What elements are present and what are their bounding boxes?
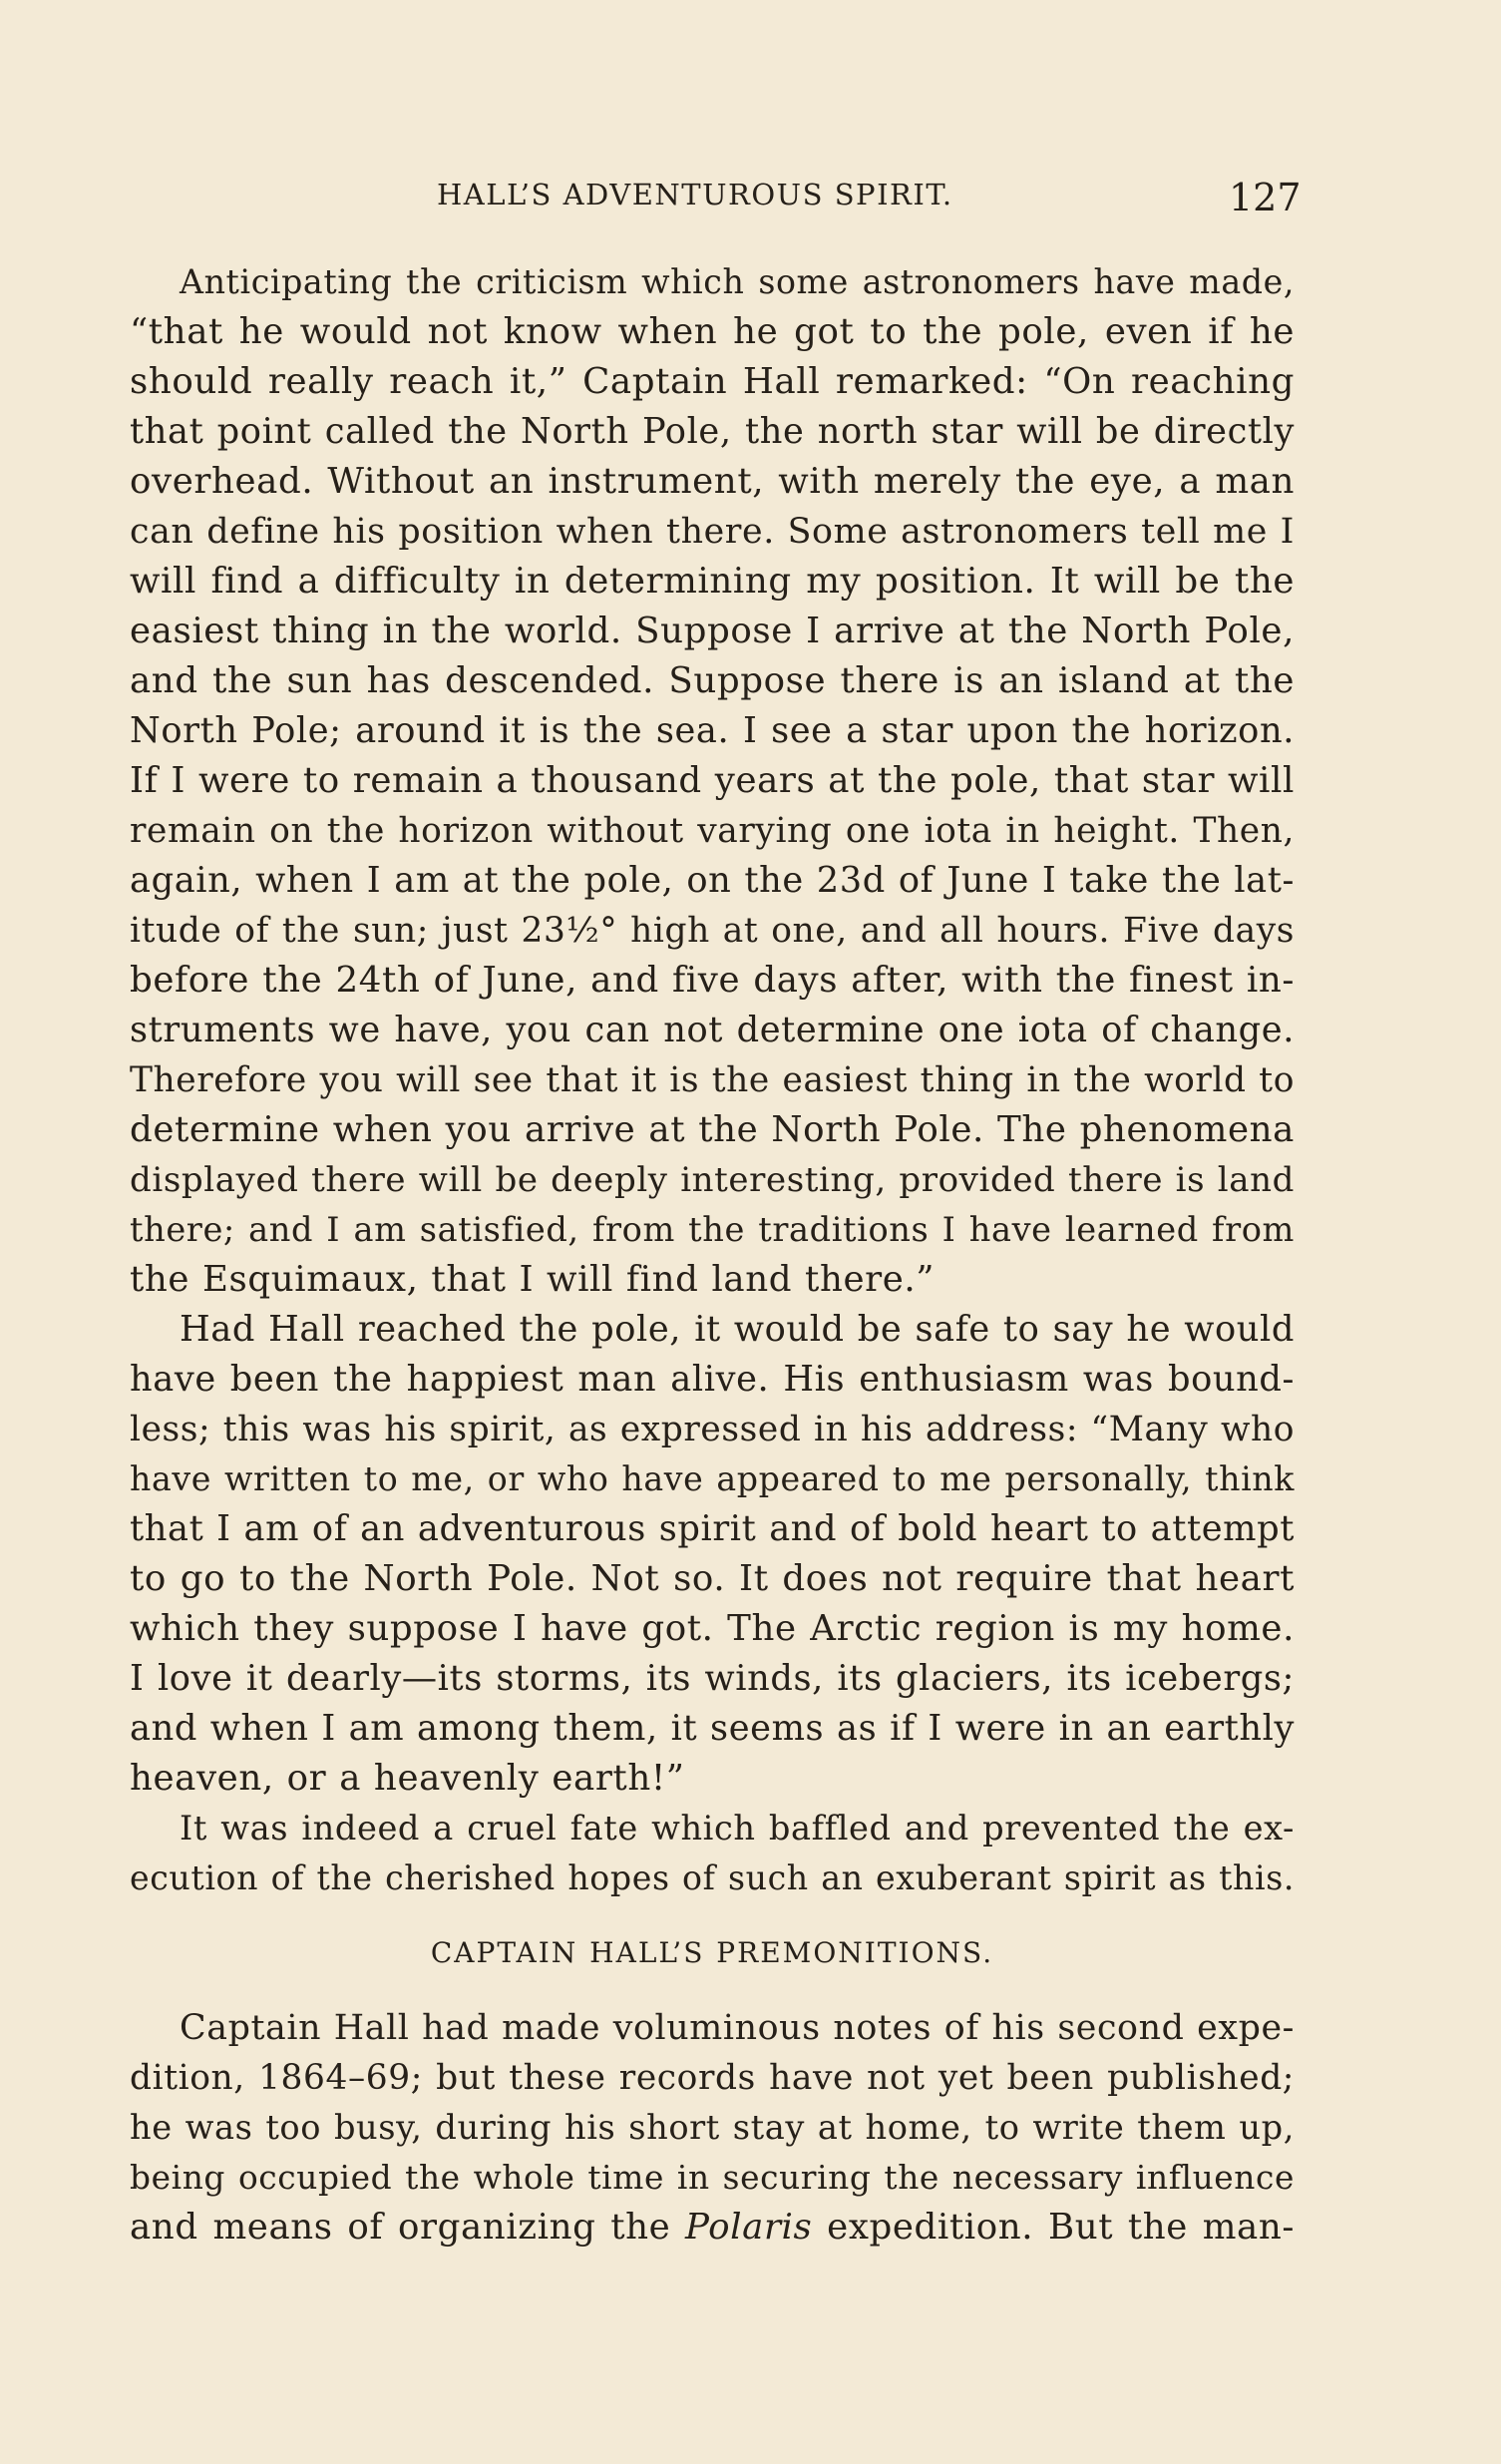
text-line: and the sun has descended. Suppose there is an island at the [130, 660, 1295, 701]
text-line: being occupied the whole time in securing the necessary influence [130, 2159, 1295, 2197]
text-line: that point called the North Pole, the north star will be directly [130, 411, 1295, 452]
text-line: If I were to remain a thousand years at the pole, that star will [130, 760, 1295, 801]
text-segment: expedition. But the man- [827, 2207, 1295, 2248]
text-line: there; and I am satisfied, from the traditions I have learned from [130, 1210, 1295, 1249]
text-line: Anticipating the criticism which some astronomers have made, [180, 262, 1295, 301]
text-line: I love it dearly—its storms, its winds, its glaciers, its icebergs; [130, 1658, 1295, 1699]
text-line: struments we have, you can not determine one iota of change. [130, 1010, 1295, 1050]
text-line: and when I am among them, it seems as if I were in an earthly [130, 1708, 1295, 1749]
text-line: dition, 1864–69; but these records have not yet been published; [130, 2058, 1295, 2098]
text-line: again, when I am at the pole, on the 23d of June I take the lat- [130, 860, 1295, 901]
text-line: “that he would not know when he got to the pole, even if he [130, 311, 1295, 352]
text-line: have written to me, or who have appeared to me personally, think [130, 1459, 1295, 1498]
running-title: HALL’S ADVENTUROUS SPIRIT. [437, 178, 953, 211]
text-line: overhead. Without an instrument, with merely the eye, a man [130, 461, 1295, 502]
text-line: can define his position when there. Some astronomers tell me I [130, 512, 1295, 552]
paragraph-2 [130, 1305, 1295, 1804]
text-line: he was too busy, during his short stay at home, to write them up, [130, 2108, 1295, 2147]
text-line: North Pole; around it is the sea. I see a star upon the horizon. [130, 710, 1295, 751]
text-line: have been the happiest man alive. His enthusiasm was bound- [130, 1359, 1295, 1400]
ship-name-italic: Polaris [685, 2207, 813, 2248]
text-line: the Esquimaux, that I will find land there.” [130, 1259, 936, 1300]
page-number: 127 [1229, 176, 1302, 219]
paragraph-1 [130, 257, 1295, 1305]
text-line: displayed there will be deeply interesting, provided there is land [130, 1160, 1295, 1200]
text-line: Had Hall reached the pole, it would be safe to say he would [180, 1309, 1295, 1350]
text-line: will find a difficulty in determining my position. It will be the [130, 561, 1295, 602]
text-line: to go to the North Pole. Not so. It does not require that heart [130, 1558, 1295, 1599]
text-line: Therefore you will see that it is the easiest thing in the world to [130, 1060, 1295, 1100]
text-line: itude of the sun; just 23½° high at one, and all hours. Five days [130, 911, 1295, 951]
text-line: It was indeed a cruel fate which baffled and prevented the ex- [180, 1809, 1295, 1848]
text-line: easiest thing in the world. Suppose I arrive at the North Pole, [130, 611, 1295, 651]
text-line: less; this was his spirit, as expressed in his address: “Many who [130, 1410, 1296, 1449]
text-line: which they suppose I have got. The Arctic region is my home. [130, 1608, 1295, 1649]
text-line: heaven, or a heavenly earth!” [130, 1758, 685, 1799]
text-line: Captain Hall had made voluminous notes of his second expe- [180, 2008, 1295, 2048]
text-line: that I am of an adventurous spirit and of bold heart to attempt [130, 1508, 1295, 1549]
body-text [130, 257, 1295, 2253]
text-line: should really reach it,” Captain Hall remarked: “On reaching [130, 361, 1295, 402]
paragraph-3 [130, 1804, 1295, 1903]
text-line: determine when you arrive at the North Pole. The phenomena [130, 1109, 1295, 1150]
section-paragraph [130, 2003, 1295, 2253]
section-heading: CAPTAIN HALL’S PREMONITIONS. [430, 1936, 994, 1969]
text-line: ecution of the cherished hopes of such an exuberant spirit as this. [130, 1858, 1295, 1897]
text-line: before the 24th of June, and five days after, with the finest in- [130, 960, 1295, 1001]
text-line: remain on the horizon without varying one iota in height. Then, [130, 811, 1295, 851]
text-line-final [130, 2203, 1295, 2253]
text-segment: and means of organizing the [130, 2207, 671, 2248]
